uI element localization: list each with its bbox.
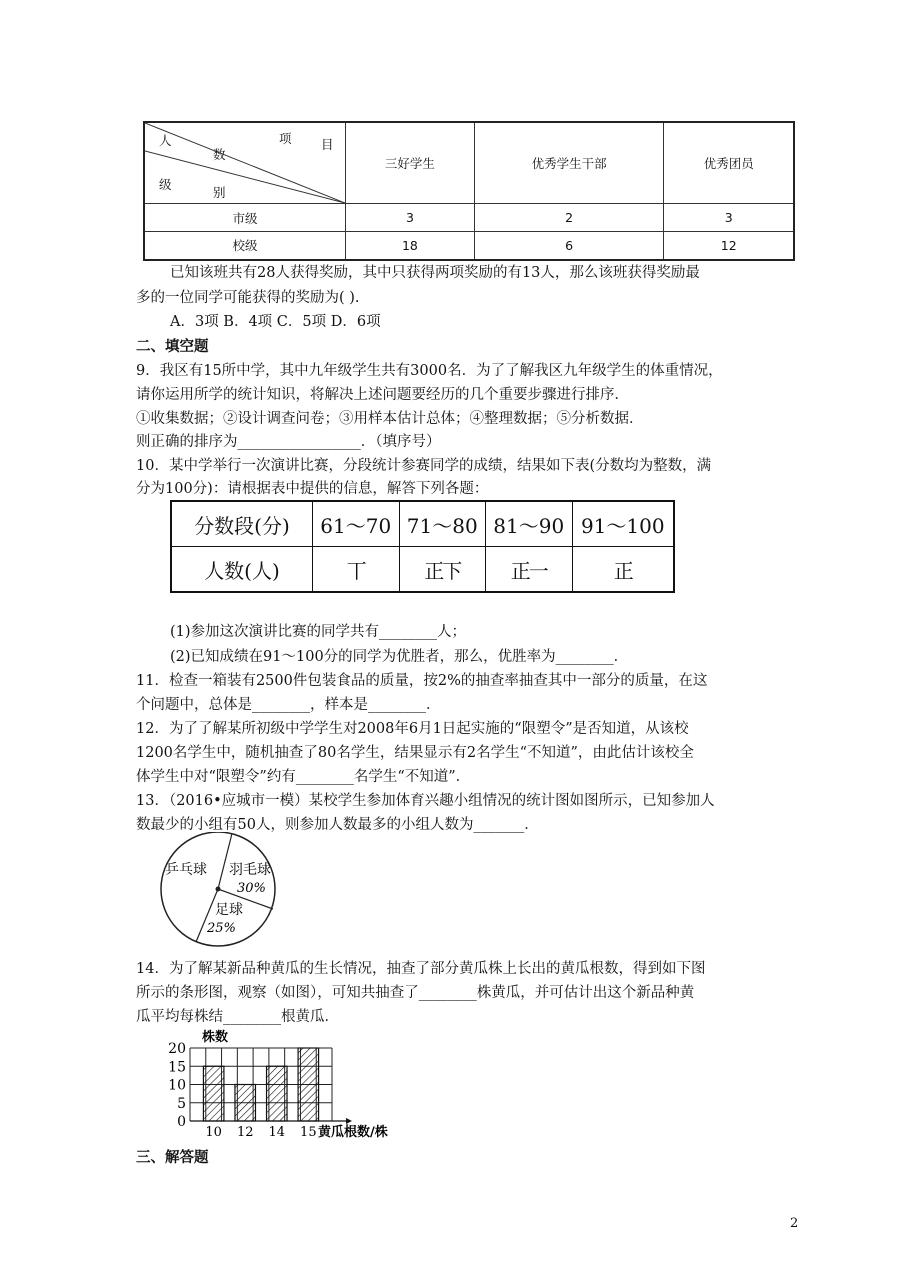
score-header: 分数段(分) (171, 501, 313, 547)
pie-figure (155, 832, 285, 948)
q13-line1: 13．（2016•应城市一模）某校学生参加体育兴趣小组情况的统计图如图所示，已知参加人 (136, 793, 715, 809)
pie-label: 足球 (215, 902, 243, 918)
x-tick-label: 12 (236, 1125, 254, 1140)
q10-line2: 分为100分)：请根据表中提供的信息，解答下列各题： (136, 481, 489, 497)
tally-cell: 正下 (399, 547, 486, 593)
q8-line2: 多的一位同学可能获得的奖励为( ). (136, 290, 360, 306)
q12-line3: 体学生中对“限塑令”约有________名学生“不知道”． (136, 769, 471, 785)
q14-line1: 14．为了解某新品种黄瓜的生长情况，抽查了部分黄瓜株上长出的黄瓜根数，得到如下图 (136, 961, 706, 977)
count-row-label: 人数(人) (171, 547, 313, 593)
bar (203, 1066, 224, 1121)
score-table (170, 500, 675, 593)
q14-line3: 瓜平均每株结________根黄瓜． (136, 1009, 339, 1025)
tally-cell: 正 (572, 547, 674, 593)
bar (267, 1066, 288, 1121)
diagonal-header-cell (144, 122, 346, 204)
q9-line1: 9．我区有15所中学，其中九年级学生共有3000名．为了了解我区九年级学生的体重情况， (136, 363, 723, 379)
header-mu: 目 (321, 137, 334, 152)
y-tick-label: 20 (168, 1041, 186, 1057)
bar-chart (160, 1028, 420, 1140)
score-header: 91～100 (572, 501, 674, 547)
q13-line2: 数最少的小组有50人，则参加人数最多的小组人数为_______． (136, 817, 539, 833)
col-header: 优秀学生干部 (474, 122, 664, 204)
col-header: 优秀团员 (664, 122, 794, 204)
row-label: 市级 (144, 204, 346, 232)
page-number: 2 (790, 1216, 799, 1231)
q9-line4: 则正确的排序为_________________．（填序号） (136, 434, 441, 450)
header-xiang: 项 (279, 131, 292, 146)
pie-label: 乒乓球 (165, 862, 207, 878)
x-ticks (205, 1125, 316, 1140)
col-header: 三好学生 (346, 122, 475, 204)
section-heading: 二、填空题 (136, 338, 209, 355)
x-tick-label: 15 (300, 1125, 317, 1140)
q9-line3: ①收集数据；②设计调查问卷；③用样本估计总体；④整理数据；⑤分析数据． (136, 411, 644, 427)
q10-sub1: (1)参加这次演讲比赛的同学共有________人； (170, 624, 467, 640)
q14-line2: 所示的条形图，观察（如图），可知共抽查了________株黄瓜，并可估计出这个新品种黄 (136, 985, 695, 1001)
q10-line1: 10．某中学举行一次演讲比赛，分段统计参赛同学的成绩，结果如下表(分数均为整数，满 (136, 458, 712, 474)
y-tick-label: 0 (177, 1114, 186, 1130)
table-cell: 12 (664, 232, 794, 260)
pie-percent: 25% (207, 921, 236, 936)
score-header: 61～70 (313, 501, 400, 547)
x-axis-title: 黄瓜根数/株 (318, 1125, 388, 1140)
pie-label: 羽毛球 (229, 862, 271, 878)
x-axis-arrow (346, 1118, 352, 1124)
score-header: 71～80 (399, 501, 486, 547)
header-bie: 别 (213, 185, 226, 200)
q11-line1: 11．检查一箱装有2500件包装食品的质量，按2%的抽查率抽查其中一部分的质量，在这 (136, 673, 708, 689)
diagonal-lines (145, 123, 345, 203)
y-tick-label: 15 (168, 1059, 186, 1076)
section-heading: 三、解答题 (136, 1149, 209, 1166)
q12-line2: 1200名学生中，随机抽查了80名学生，结果显示有2名学生“不知道”，由此估计该校全 (136, 745, 694, 761)
q8-line1: 已知该班共有28人获得奖励，其中只获得两项奖励的有13人，那么该班获得奖励最 (170, 265, 700, 281)
x-tick-label: 14 (268, 1125, 286, 1140)
row-label: 校级 (144, 232, 346, 260)
table-cell: 3 (664, 204, 794, 232)
score-header: 81～90 (486, 501, 573, 547)
awards-table (143, 121, 795, 261)
table-cell: 3 (346, 204, 475, 232)
y-axis-title: 株数 (202, 1030, 229, 1045)
bar (235, 1085, 256, 1122)
y-tick-label: 10 (168, 1077, 186, 1094)
bar (298, 1048, 319, 1121)
header-ji: 级 (159, 177, 172, 192)
table-cell: 18 (346, 232, 475, 260)
pie-percent: 30% (237, 881, 266, 896)
y-tick-label: 5 (177, 1095, 186, 1112)
q11-line2: 个问题中，总体是________，样本是________． (136, 697, 441, 713)
table-cell: 2 (474, 204, 664, 232)
x-tick-label: 10 (205, 1125, 222, 1140)
q9-line2: 请你运用所学的统计知识，将解决上述问题要经历的几个重要步骤进行排序． (136, 387, 629, 403)
y-ticks (168, 1041, 186, 1130)
q8-options: A．3项 B．4项 C．5项 D．6项 (170, 314, 381, 330)
q10-sub2: (2)已知成绩在91～100分的同学为优胜者，那么，优胜率为________． (170, 649, 629, 665)
table-cell: 6 (474, 232, 664, 260)
tally-cell: 正一 (486, 547, 573, 593)
header-ren: 人 (159, 133, 172, 148)
q12-line1: 12．为了了解某所初级中学学生对2008年6月1日起实施的“限塑令”是否知道，从该校 (136, 721, 689, 737)
pie-center (216, 887, 221, 892)
tally-cell: 丅 (313, 547, 400, 593)
header-shu: 数 (213, 147, 226, 162)
